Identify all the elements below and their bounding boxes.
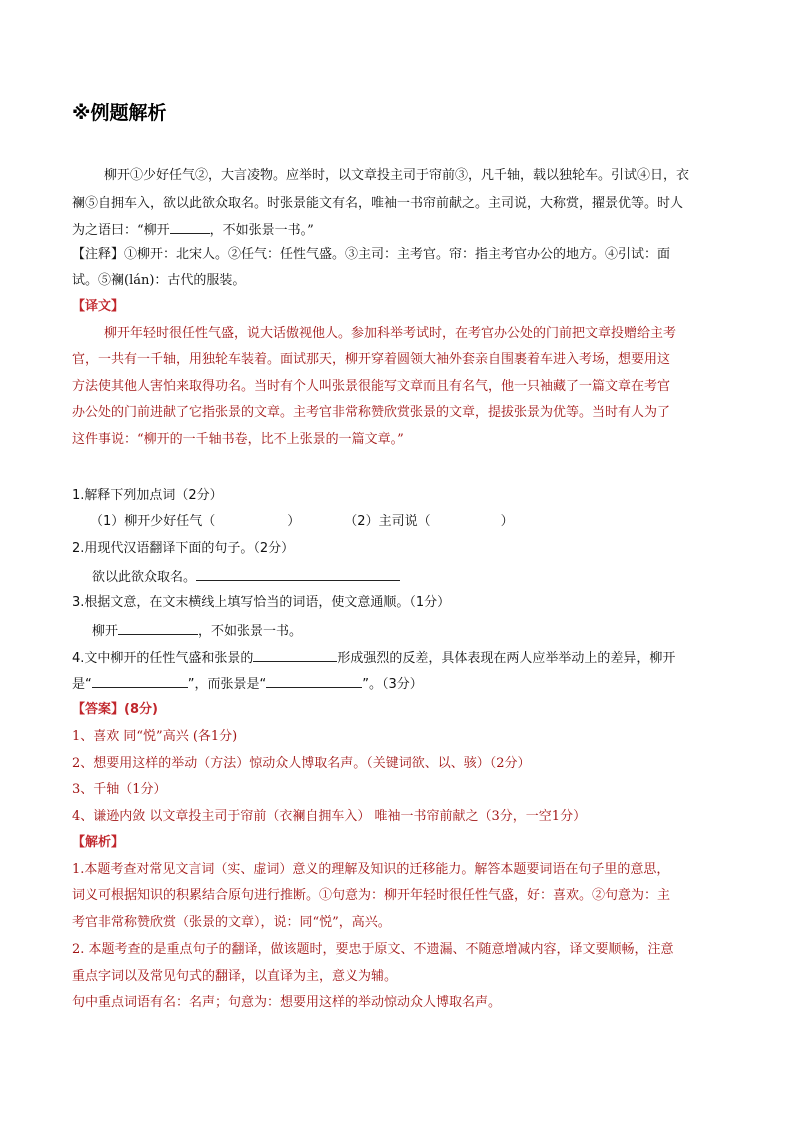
question-1: 1.解释下列加点词（2分） [72,488,223,503]
translation-line-5: 这件事说：“柳开的一千轴书卷，比不上张景的一篇文章。” [72,432,404,447]
question-3: 3.根据文意，在文末横线上填写恰当的词语，使文意通顺。（1分） [72,595,451,610]
translation-heading: 【译文】 [72,299,125,314]
translation-line-4: 办公处的门前进献了它指张景的文章。主考官非常称赞欣赏张景的文章，提拔张景为优等。当时有人为了 [72,405,671,420]
answer-1: 1、喜欢 同“悦”高兴 (各1分) [72,729,238,744]
passage-line-1: 柳开①少好任气②，大言凌物。应举时，以文章投主司于帘前③，凡千轴，载以独轮车。引试④日，衣 [104,168,690,183]
answer-line [92,674,188,688]
answer-line [253,648,337,662]
question-2-sentence: 欲以此欲众取名。 [92,567,400,587]
question-4-line-2: 是“ ”，而张景是“ ”。（3分） [72,674,423,694]
answer-heading: 【答案】(8分) [72,702,158,717]
analysis-line-2: 词义可根据知识的积累结合原句进行推断。①句意为：柳开年轻时很任性气盛，好：喜欢。②句意为：主 [72,888,671,903]
question-4-line-1: 4.文中柳开的任性气盛和张景的 形成强烈的反差，具体表现在两人应举举动上的差异，柳开 [72,648,675,668]
answer-line [196,567,400,581]
page-title: ※例题解析 [72,102,167,124]
answer-4: 4、谦逊内敛 以文章投主司于帘前（衣襕自拥车入） 唯袖一书帘前献之（3分，一空1分） [72,809,587,824]
blank-line [170,220,210,234]
analysis-line-1: 1.本题考查对常见文言词（实、虚词）意义的理解及知识的迁移能力。解答本题要词语在句子里的意思， [72,862,670,877]
question-3-sentence: 柳开 ，不如张景一书。 [92,621,302,641]
passage-line-2: 襕⑤自拥车入，欲以此欲众取名。时张景能文有名，唯袖一书帘前献之。主司说，大称赏，擢景优等。时人 [72,196,684,211]
translation-line-2: 官，一共有一千轴，用独轮车装着。面试那天，柳开穿着圆领大袖外套亲自围裹着车进入考场，想要用这 [72,352,671,367]
answer-line [118,621,198,635]
question-1-items: （1）柳开少好任气（ ） （2）主司说（ ） [90,514,514,529]
notes-line-1: 【注释】①柳开：北宋人。②任气：任性气盛。③主司：主考官。帘：指主考官办公的地方。④引试：面 [72,247,671,262]
answer-line [266,674,362,688]
analysis-heading: 【解析】 [72,835,125,850]
answer-3: 3、千轴（1分） [72,782,167,797]
analysis-line-5: 重点字词以及常见句式的翻译，以直译为主，意义为辅。 [72,969,398,984]
analysis-line-3: 考官非常称赞欣赏（张景的文章），说：同“悦”，高兴。 [72,915,391,930]
passage-line-3: 为之语曰：“柳开 ，不如张景一书。” [72,220,314,240]
translation-line-1: 柳开年轻时很任性气盛，说大话傲视他人。参加科举考试时，在考官办公处的门前把文章投赠给主考 [104,326,677,341]
question-2: 2.用现代汉语翻译下面的句子。（2分） [72,541,295,556]
notes-line-2: 试。⑤襕(lán)：古代的服装。 [72,273,246,288]
translation-line-3: 方法使其他人害怕来取得功名。当时有个人叫张景很能写文章而且有名气，他一只袖藏了一篇文章在考官 [72,379,671,394]
answer-2: 2、想要用这样的举动（方法）惊动众人博取名声。（关键词欲、以、骇）（2分） [72,756,531,771]
analysis-line-4: 2. 本题考查的是重点句子的翻译，做该题时，要忠于原文、不遗漏、不随意增减内容，译文要顺畅，注意 [72,942,674,957]
analysis-line-6: 句中重点词语有名：名声；句意为：想要用这样的举动惊动众人博取名声。 [72,995,502,1010]
